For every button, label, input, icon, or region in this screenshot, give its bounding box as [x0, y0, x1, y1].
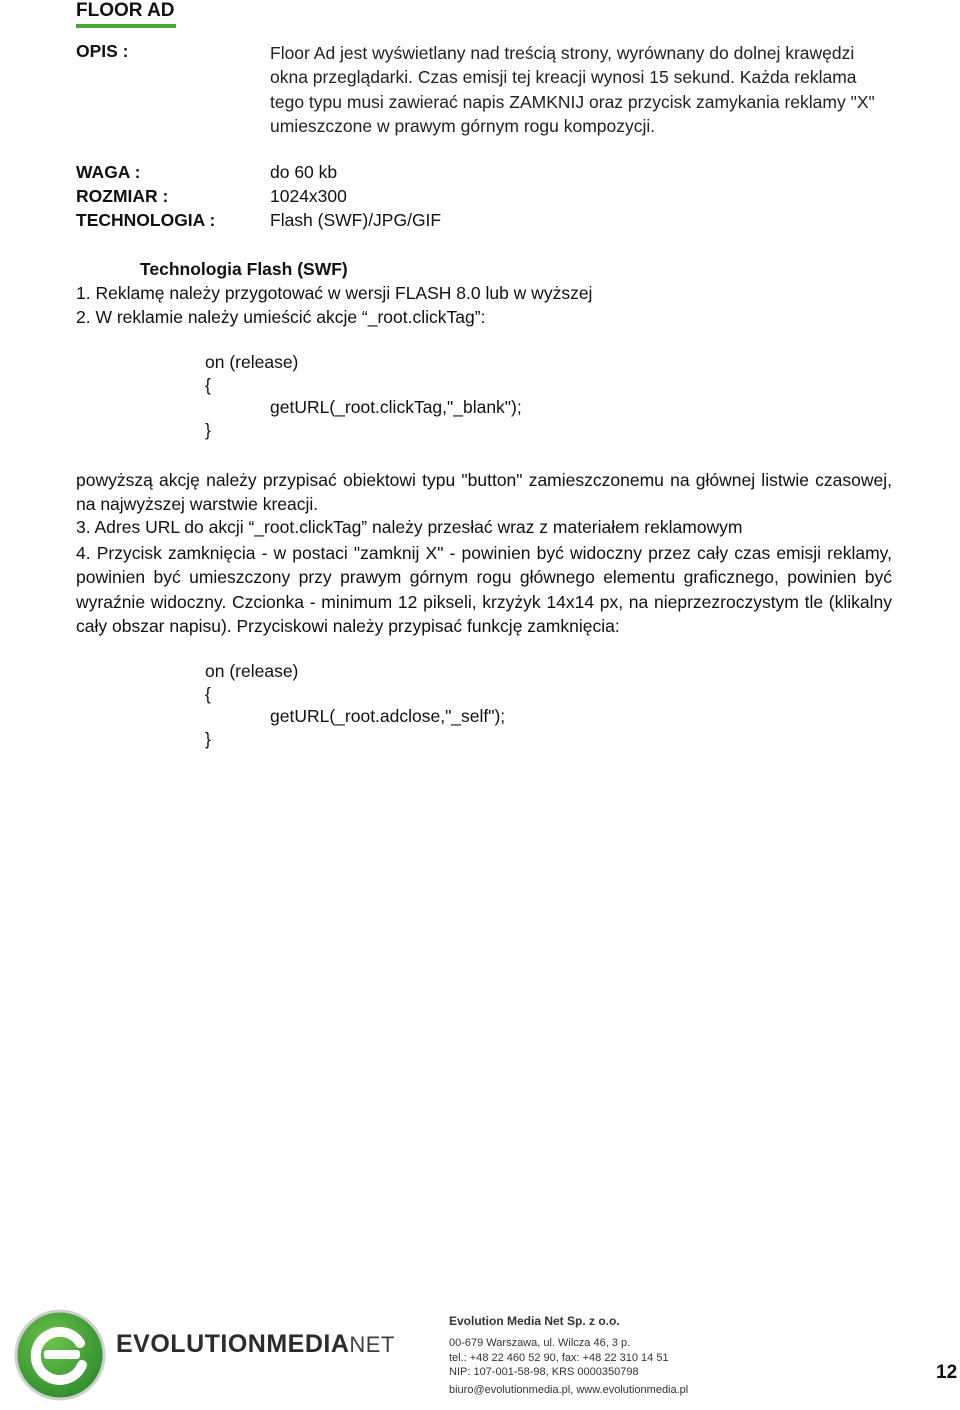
brand-net: NET [349, 1332, 395, 1357]
code2-body: getURL(_root.adclose,"_self"); [270, 706, 506, 726]
spec-value-rozmiar: 1024x300 [270, 186, 347, 206]
company-phone: tel.: +48 22 460 52 90, fax: +48 22 310 14 51 [449, 1352, 669, 1364]
code2-line1: on (release) [205, 661, 299, 681]
company-address: 00-679 Warszawa, ul. Wilcza 46, 3 p. [449, 1337, 631, 1349]
code1-line1: on (release) [205, 352, 299, 372]
code2-close-brace: } [205, 729, 211, 749]
company-name: Evolution Media Net Sp. z o.o. [449, 1314, 620, 1328]
company-email: biuro@evolutionmedia.pl, www.evolutionmedia.pl [449, 1384, 689, 1396]
code1-close-brace: } [205, 420, 211, 440]
page-number: 12 [936, 1362, 958, 1383]
spec-label-technologia: TECHNOLOGIA : [76, 210, 216, 230]
evolution-logo-icon [10, 1305, 110, 1410]
brand-name [116, 1330, 395, 1359]
spec-value-technologia: Flash (SWF)/JPG/GIF [270, 210, 442, 230]
step-2: 2. W reklamie należy umieścić akcje “_root.clickTag”: [76, 307, 486, 327]
brand-main: EVOLUTIONMEDIA [116, 1330, 350, 1358]
title-underline [76, 24, 176, 28]
paragraph-button: powyższą akcję należy przypisać obiektowi typu "button" zamieszczonemu na głównej listwie czasowej, na najwyższej warstwie kreacji. [76, 470, 892, 515]
step-3: 3. Adres URL do akcji “_root.clickTag” należy przesłać wraz z materiałem reklamowym [76, 517, 743, 537]
step-4: 4. Przycisk zamknięcia - w postaci "zamknij X" - powinien być widoczny przez cały czas emisji reklamy, powinien być umieszczony przy prawym górnym rogu głównego elementu graficznego, powinien być wyraźnie widoczny. Czcionka - minimum 12 pikseli, krzyżyk 14x14 px, na nieprzezroczystym tle (klikalny cały obszar napisu). Przyciskowi należy przypisać funkcję zamknięcia: [76, 543, 892, 636]
step-1: 1. Reklamę należy przygotować w wersji FLASH 8.0 lub w wyższej [76, 283, 593, 303]
opis-description: Floor Ad jest wyświetlany nad treścią strony, wyrównany do dolnej krawędzi okna przeglądarki. Czas emisji tej kreacji wynosi 15 sekund. Każda reklama tego typu musi zawierać napis ZAMKNIJ oraz przycisk zamykania reklamy "X" umieszczone w prawym górnym rogu kompozycji. [270, 43, 875, 136]
code1-body: getURL(_root.clickTag,"_blank"); [270, 397, 522, 417]
company-nip: NIP: 107-001-58-98, KRS 0000350798 [449, 1366, 639, 1378]
section-title: FLOOR AD [76, 0, 175, 21]
code1-open-brace: { [205, 375, 211, 395]
spec-value-waga: do 60 kb [270, 162, 338, 182]
spec-label-waga: WAGA : [76, 162, 141, 182]
spec-label-rozmiar: ROZMIAR : [76, 186, 169, 206]
opis-label: OPIS : [76, 41, 129, 61]
subheading: Technologia Flash (SWF) [140, 259, 348, 279]
code2-open-brace: { [205, 684, 211, 704]
